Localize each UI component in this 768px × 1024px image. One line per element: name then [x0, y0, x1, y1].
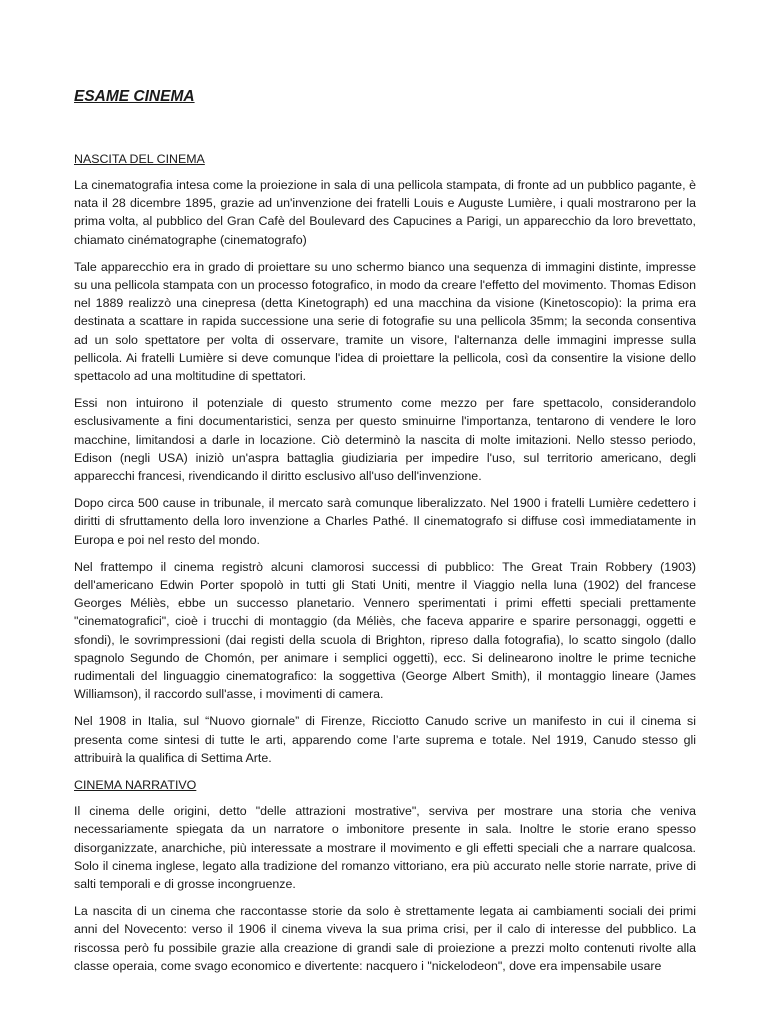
- paragraph: Dopo circa 500 cause in tribunale, il mercato sarà comunque liberalizzato. Nel 1900 i fratelli Lumière cedettero i diritti di sfruttamento della loro invenzione a Charles Pathé. Il cinematografo si diffuse così immediatamente in Europa e poi nel resto del mondo.: [74, 496, 696, 547]
- section-cinema-narrativo: [74, 776, 696, 975]
- section-heading: CINEMA NARRATIVO: [74, 778, 197, 793]
- section-heading: NASCITA DEL CINEMA: [74, 152, 205, 166]
- paragraph: Tale apparecchio era in grado di proiettare su uno schermo bianco una sequenza di immagini distinte, impresse su una pellicola stampata con un processo fotografico, in modo da creare l'effetto del movimento. Thomas Edison nel 1889 realizzò una cinepresa (detta Kinetograph) ed una macchina da visione (Kinetoscopio): la prima era destinata a scattare in rapida successione una serie di fotografie su una pellicola 35mm; la seconda consentiva ad un solo spettatore per volta di osservare, tramite un visore, l'alternanza delle immagini impresse sulla pellicola. Ai fratelli Lumière si deve comunque l'idea di proiettare la pellicola, così da consentire la visione dello spettacolo ad una moltitudine di spettatori.: [74, 259, 696, 384]
- paragraph: La cinematografia intesa come la proiezione in sala di una pellicola stampata, di fronte ad un pubblico pagante, è nata il 28 dicembre 1895, grazie ad un'invenzione dei fratelli Louis e Auguste Lumière, i quali mostrarono per la prima volta, al pubblico del Gran Cafè del Boulevard des Capucines a Parigi, un apparecchio da loro brevettato, chiamato cinématographe (cinematografo): [74, 178, 696, 247]
- paragraph: La nascita di un cinema che raccontasse storie da solo è strettamente legata ai cambiamenti sociali dei primi anni del Novecento: verso il 1906 il cinema viveva la sua prima crisi, per il calo di interesse del pubblico. La riscossa però fu possibile grazie alla creazione di grandi sale di proiezione a prezzi molto contenuti rivolte alla classe operaia, come svago economico e divertente: nacquero i "nickelodeon", dove era impensabile usare: [74, 904, 696, 973]
- paragraph: Nel frattempo il cinema registrò alcuni clamorosi successi di pubblico: The Great Train Robbery (1903) dell'americano Edwin Porter spopolò in tutti gli Stati Uniti, mentre il Viaggio nella luna (1902) del francese Georges Méliès, ebbe un successo planetario. Vennero sperimentati i primi effetti speciali prettamente "cinematografici", cioè i trucchi di montaggio (da Méliès, che faceva apparire e sparire personaggi, oggetti e sfondi), le sovrimpressioni (dai registi della scuola di Brighton, ripreso dalla fotografia), lo scatto singolo (dallo spagnolo Segundo de Chomón, per animare i semplici oggetti), ecc. Si delinearono inoltre le prime tecniche rudimentali del linguaggio cinematografico: la soggettiva (George Albert Smith), il montaggio lineare (James Williamson), il raccordo sull'asse, i movimenti di camera.: [74, 559, 696, 702]
- paragraph: Nel 1908 in Italia, sul “Nuovo giornale” di Firenze, Ricciotto Canudo scrive un manifesto in cui il cinema si presenta come sintesi di tutte le arti, apparendo come l’arte suprema e totale. Nel 1919, Canudo stesso gli attribuirà la qualifica di Settima Arte.: [74, 714, 696, 765]
- paragraph: Essi non intuirono il potenziale di questo strumento come mezzo per fare spettacolo, considerandolo esclusivamente a fini documentaristici, senza per questo sminuirne l'importanza, tentarono di vendere le loro macchine, limitandosi a darle in locazione. Ciò determinò la nascita di molte imitazioni. Nello stesso periodo, Edison (negli USA) iniziò un'aspra battaglia giudiziaria per impedire l'uso, sul territorio americano, degli apparecchi francesi, rivendicando il diritto esclusivo all'uso dell'invenzione.: [74, 396, 696, 484]
- section-nascita-del-cinema: [74, 150, 696, 767]
- document-title: ESAME CINEMA: [74, 88, 195, 105]
- paragraph: Il cinema delle origini, detto "delle attrazioni mostrative", serviva per mostrare una storia che veniva necessariamente spiegata da un narratore o imbonitore presente in sala. Inoltre le storie erano spesso disorganizzate, anarchiche, più interessate a mostrare il movimento e gli effetti speciali che a narrare qualcosa. Solo il cinema inglese, legato alla tradizione del romanzo vittoriano, era più accurato nelle storie narrate, prive di salti temporali e di grosse incongruenze.: [74, 804, 696, 891]
